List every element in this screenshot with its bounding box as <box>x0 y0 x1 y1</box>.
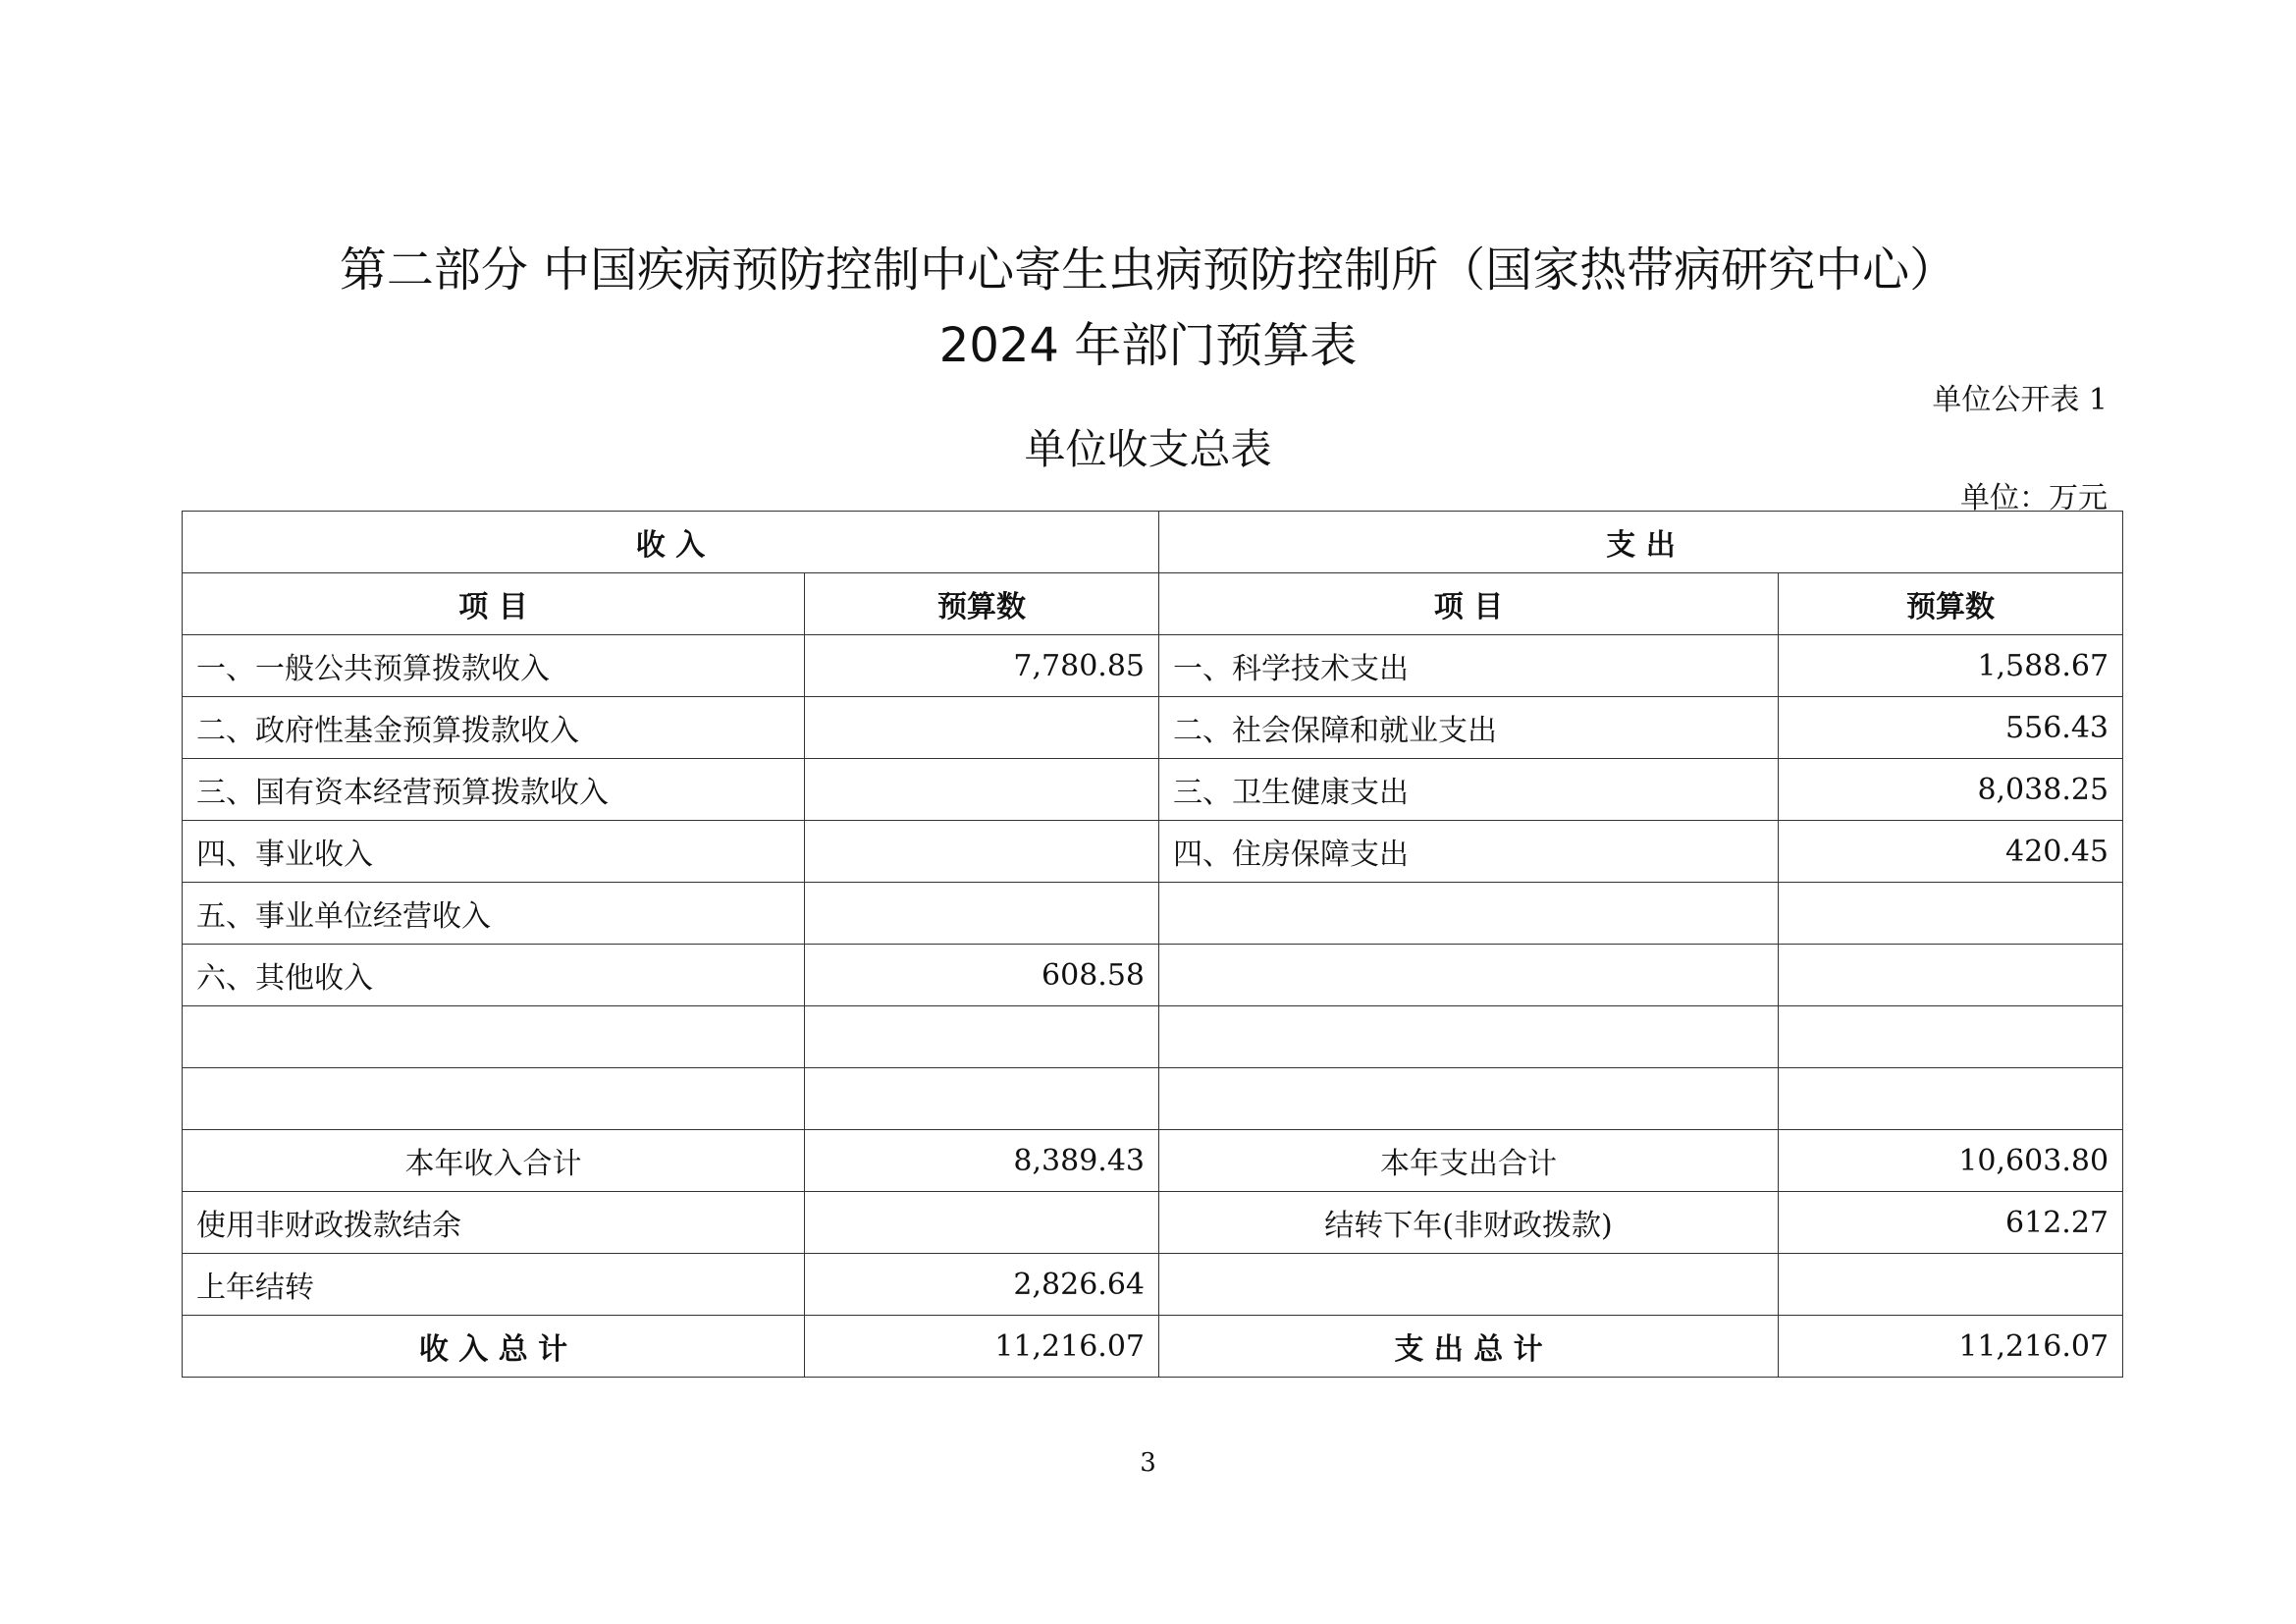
expense-amount <box>1779 1254 2123 1316</box>
expense-total-amount: 11,216.07 <box>1779 1316 2123 1378</box>
income-item: 二、政府性基金预算拨款收入 <box>183 697 805 759</box>
expense-amount: 556.43 <box>1779 697 2123 759</box>
expense-item: 结转下年(非财政拨款) <box>1159 1192 1779 1254</box>
income-amount-header: 预算数 <box>805 573 1159 635</box>
income-subtotal-label: 本年收入合计 <box>183 1130 805 1192</box>
sheet-identifier: 单位公开表 1 <box>1932 383 2108 417</box>
expense-amount: 612.27 <box>1779 1192 2123 1254</box>
table-title: 单位收支总表 <box>1024 425 1272 473</box>
expense-section-header: 支 出 <box>1159 512 2123 573</box>
unit-note: 单位：万元 <box>1960 481 2108 515</box>
income-item: 一、一般公共预算拨款收入 <box>183 635 805 697</box>
expense-amount <box>1779 883 2123 945</box>
expense-item <box>1159 883 1779 945</box>
income-amount: 7,780.85 <box>805 635 1159 697</box>
expense-amount <box>1779 1068 2123 1130</box>
income-item: 六、其他收入 <box>183 945 805 1006</box>
expense-amount: 1,588.67 <box>1779 635 2123 697</box>
table-row <box>183 1254 2123 1316</box>
expense-amount-header: 预算数 <box>1779 573 2123 635</box>
table-row <box>183 635 2123 697</box>
expense-subtotal-label: 本年支出合计 <box>1159 1130 1779 1192</box>
table-row <box>183 945 2123 1006</box>
expense-item <box>1159 1068 1779 1130</box>
income-amount <box>805 883 1159 945</box>
expense-item: 三、卫生健康支出 <box>1159 759 1779 821</box>
table-row <box>183 1068 2123 1130</box>
column-header-row <box>183 573 2123 635</box>
income-amount: 2,826.64 <box>805 1254 1159 1316</box>
income-item <box>183 1006 805 1068</box>
table-row <box>183 697 2123 759</box>
expense-amount <box>1779 1006 2123 1068</box>
grand-total-row <box>183 1316 2123 1378</box>
expense-item: 二、社会保障和就业支出 <box>1159 697 1779 759</box>
table-row <box>183 883 2123 945</box>
budget-summary-table <box>182 511 2123 1378</box>
income-section-header: 收 入 <box>183 512 1159 573</box>
expense-total-label: 支 出 总 计 <box>1159 1316 1779 1378</box>
document-title: 第二部分 中国疾病预防控制中心寄生虫病预防控制所（国家热带病研究中心） <box>339 243 1957 298</box>
income-item: 四、事业收入 <box>183 821 805 883</box>
income-amount <box>805 821 1159 883</box>
section-header-row <box>183 512 2123 573</box>
expense-amount: 8,038.25 <box>1779 759 2123 821</box>
expense-item <box>1159 945 1779 1006</box>
income-amount <box>805 1068 1159 1130</box>
table-row <box>183 1192 2123 1254</box>
income-subtotal-amount: 8,389.43 <box>805 1130 1159 1192</box>
income-item: 使用非财政拨款结余 <box>183 1192 805 1254</box>
expense-item: 四、住房保障支出 <box>1159 821 1779 883</box>
income-item-header: 项 目 <box>183 573 805 635</box>
expense-item <box>1159 1254 1779 1316</box>
expense-subtotal-amount: 10,603.80 <box>1779 1130 2123 1192</box>
subtotal-row <box>183 1130 2123 1192</box>
income-amount <box>805 1192 1159 1254</box>
document-title-year: 2024 年部门预算表 <box>938 318 1358 373</box>
expense-amount <box>1779 945 2123 1006</box>
table-row <box>183 1006 2123 1068</box>
table-row <box>183 821 2123 883</box>
income-item <box>183 1068 805 1130</box>
income-item: 三、国有资本经营预算拨款收入 <box>183 759 805 821</box>
expense-amount: 420.45 <box>1779 821 2123 883</box>
expense-item-header: 项 目 <box>1159 573 1779 635</box>
income-amount: 608.58 <box>805 945 1159 1006</box>
page-number: 3 <box>1140 1448 1156 1478</box>
income-amount <box>805 697 1159 759</box>
table-row <box>183 759 2123 821</box>
income-total-amount: 11,216.07 <box>805 1316 1159 1378</box>
expense-item: 一、科学技术支出 <box>1159 635 1779 697</box>
expense-item <box>1159 1006 1779 1068</box>
income-item: 五、事业单位经营收入 <box>183 883 805 945</box>
income-total-label: 收 入 总 计 <box>183 1316 805 1378</box>
income-amount <box>805 759 1159 821</box>
income-item: 上年结转 <box>183 1254 805 1316</box>
income-amount <box>805 1006 1159 1068</box>
